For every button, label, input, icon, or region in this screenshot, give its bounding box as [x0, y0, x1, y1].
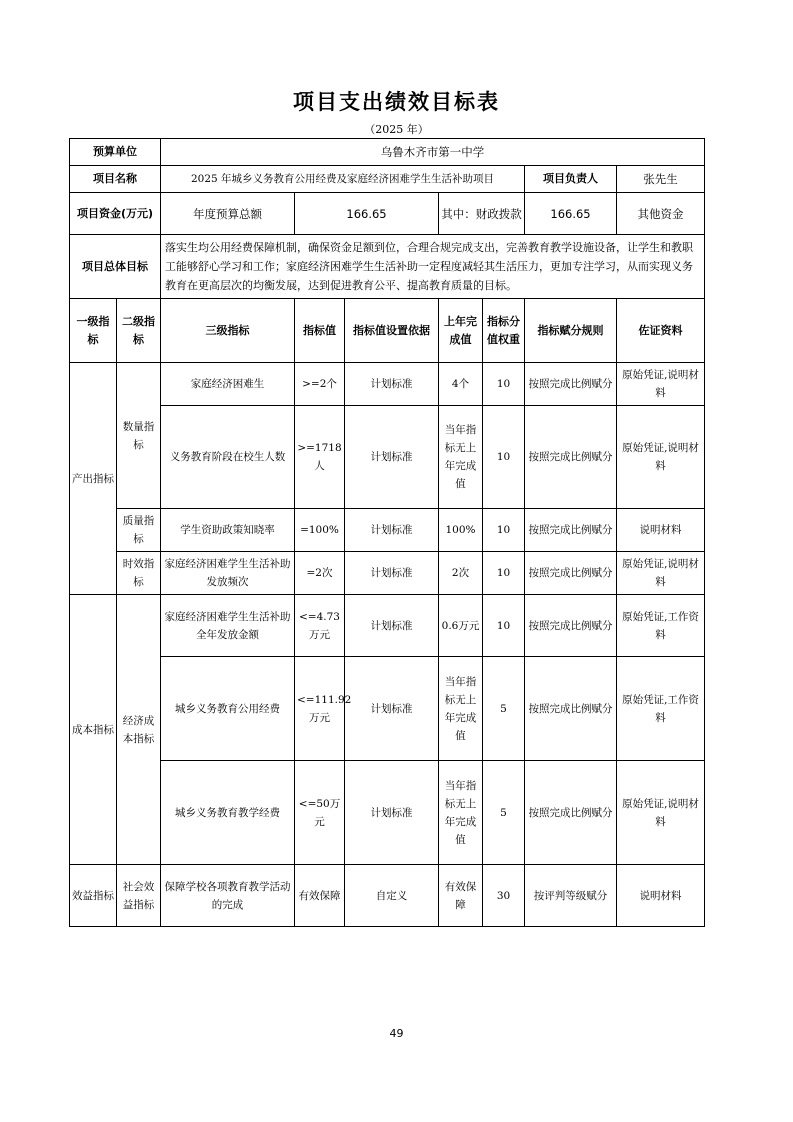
table-row [70, 865, 705, 927]
indicator-value: >=2个 [295, 363, 345, 406]
indicator-last: 当年指标无上年完成值 [439, 657, 483, 761]
col-last-year: 上年完成值 [439, 299, 483, 363]
indicator-value: >=1718人 [295, 406, 345, 509]
indicator-name: 城乡义务教育教学经费 [161, 761, 295, 865]
funds-row [70, 193, 705, 235]
goal-row [70, 235, 705, 299]
page-title: 项目支出绩效目标表 [293, 90, 500, 114]
goal-label: 项目总体目标 [70, 235, 161, 299]
indicator-rule: 按照完成比例赋分 [525, 363, 617, 406]
indicator-basis: 计划标准 [345, 595, 439, 657]
indicator-weight: 30 [483, 865, 525, 927]
project-label: 项目名称 [70, 166, 161, 193]
indicator-rule: 按评判等级赋分 [525, 865, 617, 927]
indicator-evidence: 原始凭证,工作资料 [617, 657, 705, 761]
indicator-value: <=4.73万元 [295, 595, 345, 657]
indicator-last: 有效保障 [439, 865, 483, 927]
owner-value: 张先生 [617, 166, 705, 193]
col-level3: 三级指标 [161, 299, 295, 363]
col-basis: 指标值设置依据 [345, 299, 439, 363]
indicator-weight: 5 [483, 657, 525, 761]
indicator-evidence: 原始凭证,说明材料 [617, 363, 705, 406]
page-number: 49 [389, 1027, 404, 1040]
table-row [70, 509, 705, 552]
indicator-rule: 按照完成比例赋分 [525, 595, 617, 657]
indicator-basis: 计划标准 [345, 761, 439, 865]
year-label: （2025 年） [364, 123, 429, 136]
group-cost: 成本指标 [70, 595, 117, 865]
group-economic-cost: 经济成本指标 [117, 595, 161, 865]
indicator-last: 当年指标无上年完成值 [439, 406, 483, 509]
column-header-row [70, 299, 705, 363]
performance-table [69, 138, 705, 927]
indicator-evidence: 原始凭证,说明材料 [617, 406, 705, 509]
group-quality: 质量指标 [117, 509, 161, 552]
indicator-rule: 按照完成比例赋分 [525, 761, 617, 865]
indicator-weight: 5 [483, 761, 525, 865]
indicator-name: 学生资助政策知晓率 [161, 509, 295, 552]
indicator-name: 保障学校各项教育教学活动的完成 [161, 865, 295, 927]
table-row [70, 363, 705, 406]
table-row [70, 406, 705, 509]
group-output: 产出指标 [70, 363, 117, 595]
indicator-evidence: 原始凭证,工作资料 [617, 595, 705, 657]
goal-value: 落实生均公用经费保障机制，确保资金足额到位，合理合规完成支出，完善教育教学设施设备，让学生和教职工能够舒心学习和工作；家庭经济困难学生生活补助一定程度减轻其生活压力，更加专注学习，从而实现义务教育在更高层次的均衡发展，达到促进教育公平、提高教育质量的目标。 [161, 235, 705, 299]
indicator-name: 家庭经济困难学生生活补助发放频次 [161, 552, 295, 595]
indicator-rule: 按照完成比例赋分 [525, 552, 617, 595]
funds-label: 项目资金(万元) [70, 193, 161, 235]
indicator-last: 4个 [439, 363, 483, 406]
indicator-weight: 10 [483, 406, 525, 509]
annual-label: 年度预算总额 [161, 193, 295, 235]
indicator-value: <=50万元 [295, 761, 345, 865]
indicator-basis: 计划标准 [345, 363, 439, 406]
indicator-rule: 按照完成比例赋分 [525, 509, 617, 552]
col-rule: 指标赋分规则 [525, 299, 617, 363]
indicator-basis: 计划标准 [345, 509, 439, 552]
indicator-last: 100% [439, 509, 483, 552]
unit-label: 预算单位 [70, 139, 161, 166]
group-benefit: 效益指标 [70, 865, 117, 927]
other-label: 其他资金 [617, 193, 705, 235]
annual-value: 166.65 [295, 193, 439, 235]
table-row [70, 657, 705, 761]
project-value: 2025 年城乡义务教育公用经费及家庭经济困难学生生活补助项目 [161, 166, 525, 193]
indicator-rule: 按照完成比例赋分 [525, 657, 617, 761]
col-evidence: 佐证资料 [617, 299, 705, 363]
indicator-name: 义务教育阶段在校生人数 [161, 406, 295, 509]
col-level1: 一级指标 [70, 299, 117, 363]
indicator-weight: 10 [483, 552, 525, 595]
indicator-rule: 按照完成比例赋分 [525, 406, 617, 509]
table-row [70, 761, 705, 865]
col-weight: 指标分值权重 [483, 299, 525, 363]
indicator-weight: 10 [483, 595, 525, 657]
indicator-evidence: 原始凭证,说明材料 [617, 552, 705, 595]
indicator-name: 城乡义务教育公用经费 [161, 657, 295, 761]
indicator-evidence: 原始凭证,说明材料 [617, 761, 705, 865]
group-timeliness: 时效指标 [117, 552, 161, 595]
indicator-last: 当年指标无上年完成值 [439, 761, 483, 865]
indicator-name: 家庭经济困难生 [161, 363, 295, 406]
group-quantity: 数量指标 [117, 363, 161, 509]
indicator-value: =100% [295, 509, 345, 552]
indicator-name: 家庭经济困难学生生活补助全年发放金额 [161, 595, 295, 657]
unit-row [70, 139, 705, 166]
owner-label: 项目负责人 [525, 166, 617, 193]
group-social-benefit: 社会效益指标 [117, 865, 161, 927]
fiscal-label: 其中：财政拨款 [439, 193, 525, 235]
indicator-weight: 10 [483, 363, 525, 406]
unit-value: 乌鲁木齐市第一中学 [161, 139, 705, 166]
indicator-value: 有效保障 [295, 865, 345, 927]
col-level2: 二级指标 [117, 299, 161, 363]
indicator-evidence: 说明材料 [617, 509, 705, 552]
col-value: 指标值 [295, 299, 345, 363]
indicator-last: 2次 [439, 552, 483, 595]
table-row [70, 552, 705, 595]
project-row [70, 166, 705, 193]
indicator-basis: 计划标准 [345, 657, 439, 761]
indicator-value: <=111.92万元 [295, 657, 345, 761]
indicator-value: =2次 [295, 552, 345, 595]
indicator-weight: 10 [483, 509, 525, 552]
indicator-last: 0.6万元 [439, 595, 483, 657]
fiscal-value: 166.65 [525, 193, 617, 235]
indicator-basis: 计划标准 [345, 552, 439, 595]
indicator-evidence: 说明材料 [617, 865, 705, 927]
indicator-basis: 自定义 [345, 865, 439, 927]
table-row [70, 595, 705, 657]
indicator-basis: 计划标准 [345, 406, 439, 509]
